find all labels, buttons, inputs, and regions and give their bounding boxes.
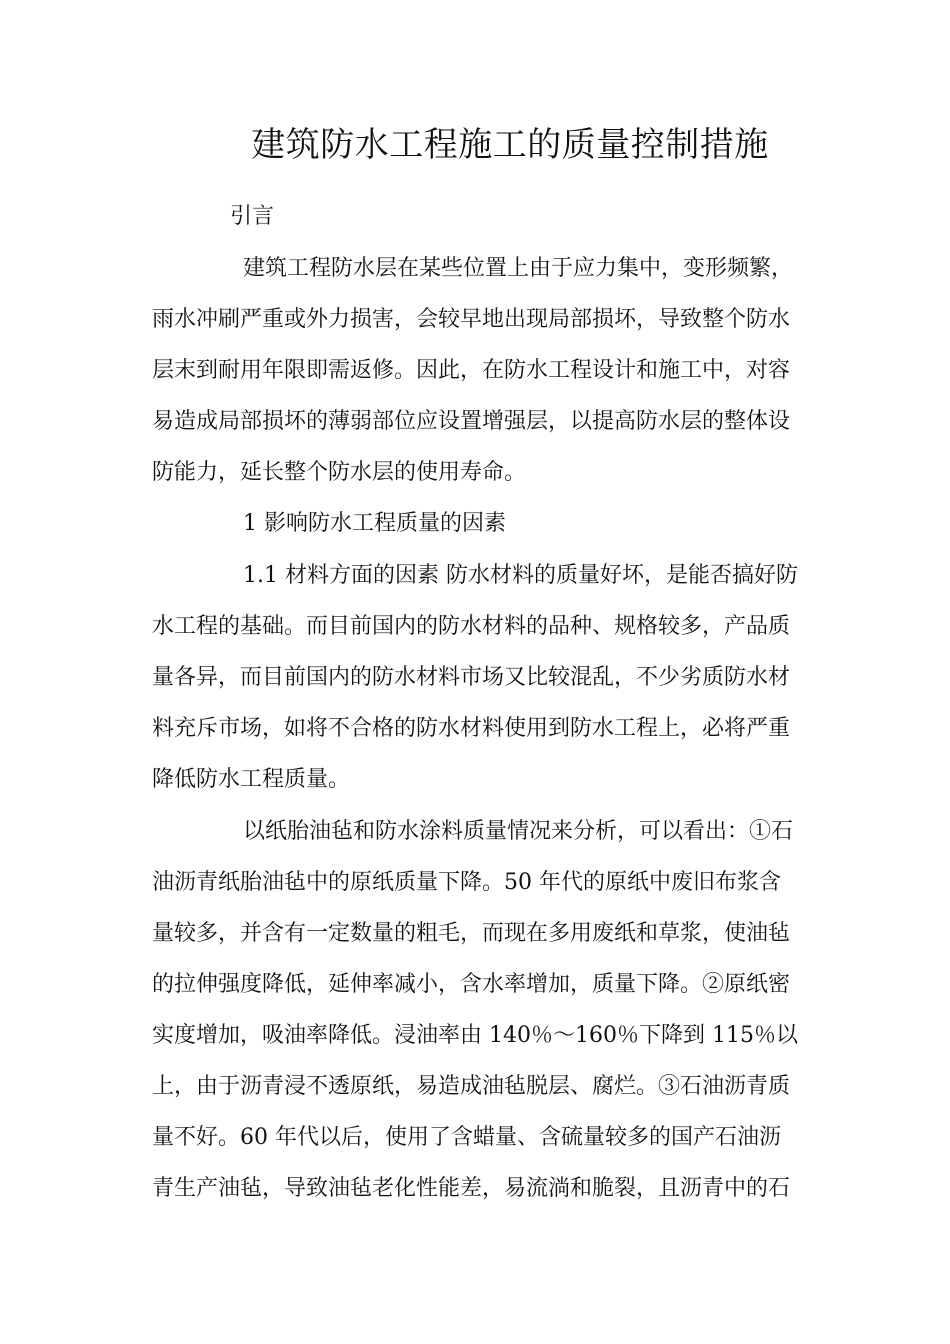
section-heading: 1 影响防水工程质量的因素: [243, 511, 506, 536]
paragraph-line: 1.1 材料方面的因素 防水材料的质量好坏，是能否搞好防: [243, 563, 798, 588]
paragraph-line: 水工程的基础。而目前国内的防水材料的品种、规格较多，产品质: [152, 614, 791, 639]
paragraph-line: 建筑工程防水层在某些位置上由于应力集中，变形频繁，: [243, 256, 794, 281]
paragraph-line: 上，由于沥青浸不透原纸，易造成油毡脱层、腐烂。③石油沥青质: [152, 1074, 791, 1099]
paragraph-line: 量较多，并含有一定数量的粗毛，而现在多用废纸和草浆，使油毡: [152, 921, 791, 946]
paragraph-line: 量不好。60 年代以后，使用了含蜡量、含硫量较多的国产石油沥: [152, 1125, 781, 1150]
paragraph-line: 降低防水工程质量。: [152, 767, 351, 792]
paragraph-line: 青生产油毡，导致油毡老化性能差，易流淌和脆裂，且沥青中的石: [152, 1176, 791, 1201]
document-title: 建筑防水工程施工的质量控制措施: [251, 125, 769, 165]
paragraph-line: 以纸胎油毡和防水涂料质量情况来分析，可以看出：①石: [243, 819, 794, 844]
paragraph-line: 油沥青纸胎油毡中的原纸质量下降。50 年代的原纸中废旧布浆含: [152, 870, 781, 895]
section-heading-introduction: 引言: [230, 204, 275, 229]
paragraph-line: 料充斥市场，如将不合格的防水材料使用到防水工程上，必将严重: [152, 716, 791, 741]
paragraph-line: 雨水冲刷严重或外力损害，会较早地出现局部损坏，导致整个防水: [152, 307, 791, 332]
paragraph-line: 易造成局部损坏的薄弱部位应设置增强层，以提高防水层的整体设: [152, 409, 791, 434]
paragraph-line: 层末到耐用年限即需返修。因此，在防水工程设计和施工中，对容: [152, 358, 791, 383]
paragraph-line: 量各异，而目前国内的防水材料市场又比较混乱，不少劣质防水材: [152, 665, 791, 690]
paragraph-line: 实度增加，吸油率降低。浸油率由 140％～160％下降到 115％以: [152, 1023, 798, 1048]
paragraph-line: 防能力，延长整个防水层的使用寿命。: [152, 460, 527, 485]
paragraph-line: 的拉伸强度降低，延伸率减小，含水率增加，质量下降。②原纸密: [152, 972, 791, 997]
